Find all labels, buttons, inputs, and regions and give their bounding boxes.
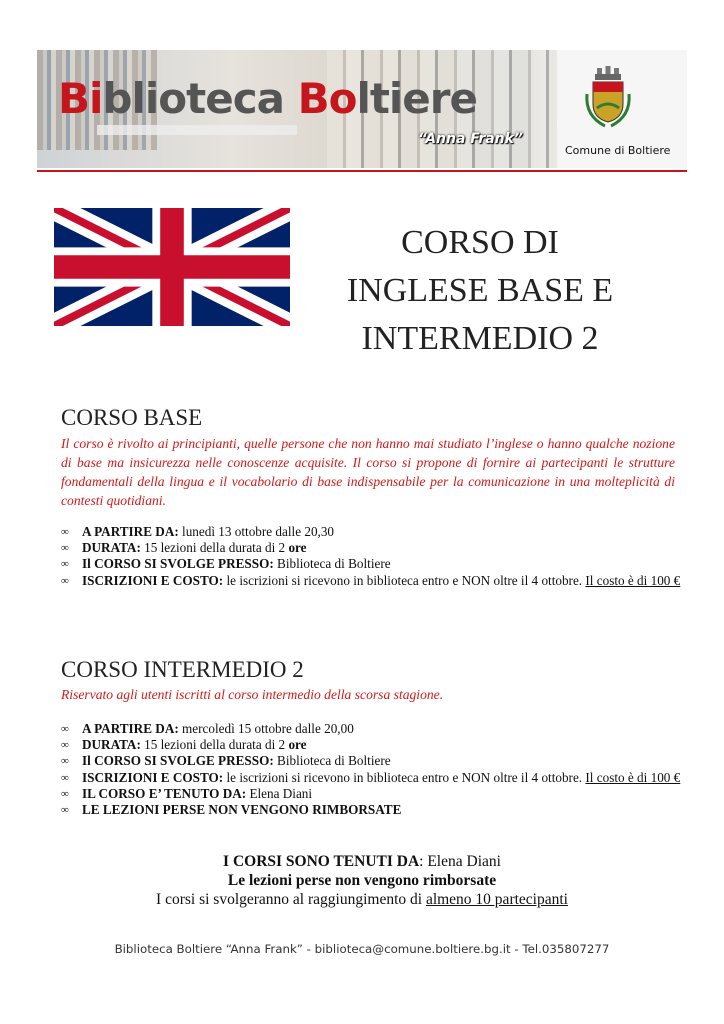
page-title: [330, 219, 630, 363]
comune-label: Comune di Boltiere: [565, 144, 671, 157]
municipal-crest-icon: [583, 64, 633, 136]
infinity-bullet-icon: ∞: [61, 755, 69, 768]
closing-minimum-note: I corsi si svolgeranno al raggiungimento di almeno 10 partecipanti: [156, 891, 568, 908]
infinity-bullet-icon: ∞: [61, 723, 69, 735]
list-item: ∞ DURATA: 15 lezioni della durata di 2 ore: [61, 540, 307, 556]
list-item: ∞ A PARTIRE DA: lunedì 13 ottobre dalle 20,30: [61, 524, 335, 539]
infinity-bullet-icon: ∞: [61, 771, 69, 784]
list-item: ∞ Il CORSO SI SVOLGE PRESSO: Biblioteca di Boltiere: [61, 753, 391, 769]
infinity-bullet-icon: ∞: [61, 787, 69, 800]
infinity-bullet-icon: ∞: [61, 526, 69, 538]
list-item: ∞ DURATA: 15 lezioni della durata di 2 ore: [61, 737, 307, 753]
union-jack-flag: [54, 208, 290, 326]
title-line-1: CORSO DI: [401, 224, 559, 261]
corso-base-heading: CORSO BASE: [61, 405, 203, 430]
corso-base-description: Il corso è rivolto ai principianti, quelle persone che non hanno mai studiato l’inglese o hanno qualche nozione di base ma insicurezza nelle conoscenze acquisite. Il corso si propone di fornire ai partecipanti le strutture fondamentali della lingua e il vocabolario di base indispensabile per la comunicazione in una molteplicità di contesti quotidiani.: [61, 436, 675, 508]
infinity-bullet-icon: ∞: [61, 542, 69, 555]
corso-intermedio-description: Riservato agli utenti iscritti al corso intermedio della scorsa stagione.: [61, 687, 444, 702]
title-line-2: INGLESE BASE E: [346, 272, 614, 309]
list-item: ∞ ISCRIZIONI E COSTO: le iscrizioni si ricevono in biblioteca entro e NON oltre il 4 ottobre. Il costo è di 100 €: [61, 769, 681, 785]
contact-footer: Biblioteca Boltiere “Anna Frank” - biblioteca@comune.boltiere.bg.it - Tel.035807277: [114, 942, 610, 956]
corso-base-details: [61, 524, 681, 589]
infinity-bullet-icon: ∞: [61, 739, 69, 752]
infinity-bullet-icon: ∞: [61, 574, 69, 587]
infinity-bullet-icon: ∞: [61, 804, 69, 817]
list-item: ∞ Il CORSO SI SVOLGE PRESSO: Biblioteca di Boltiere: [61, 556, 391, 572]
closing-teacher: I CORSI SONO TENUTI DA: Elena Diani: [223, 853, 501, 870]
list-item: ∞ LE LEZIONI PERSE NON VENGONO RIMBORSATE: [61, 802, 402, 818]
infinity-bullet-icon: ∞: [61, 558, 69, 571]
library-logo-subtitle: “Anna Frank”: [418, 131, 523, 147]
closing-refund-note: Le lezioni perse non vengono rimborsate: [227, 872, 497, 889]
library-logo-title: Biblioteca Boltiere: [58, 74, 477, 123]
title-line-3: INTERMEDIO 2: [361, 320, 599, 357]
corso-intermedio-details: [61, 721, 681, 818]
list-item: ∞ IL CORSO E’ TENUTO DA: Elena Diani: [61, 785, 313, 801]
header-divider: [37, 170, 687, 172]
corso-intermedio-heading: CORSO INTERMEDIO 2: [61, 657, 304, 682]
list-item: ∞ A PARTIRE DA: mercoledì 15 ottobre dalle 20,00: [61, 721, 354, 736]
table-image: [97, 125, 297, 135]
list-item: ∞ ISCRIZIONI E COSTO: le iscrizioni si ricevono in biblioteca entro e NON oltre il 4 ottobre. Il costo è di 100 €: [61, 572, 681, 588]
